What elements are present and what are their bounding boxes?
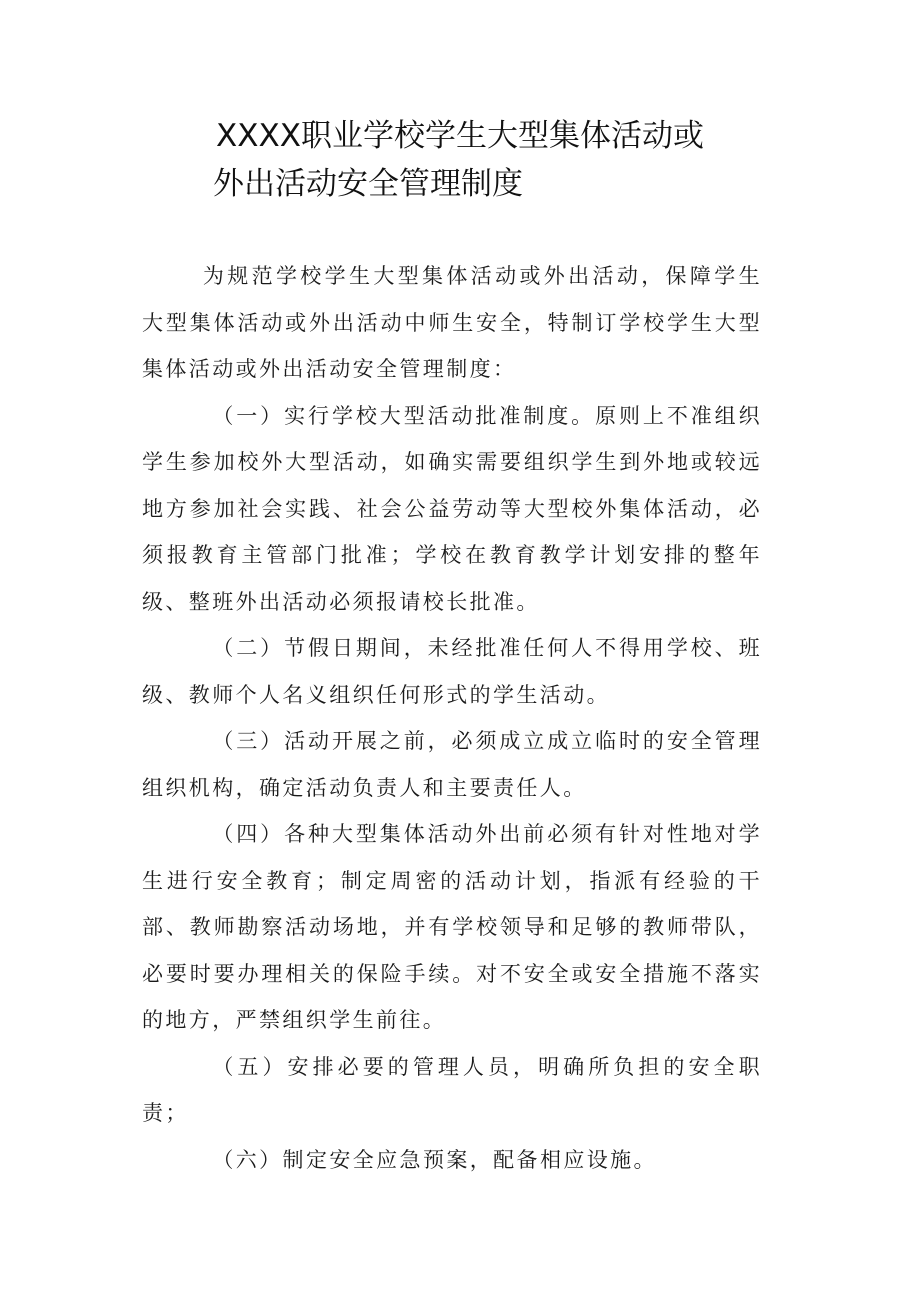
document-title-line-2: 外出活动安全管理制度 (213, 166, 523, 202)
intro-paragraph: 为规范学校学生大型集体活动或外出活动，保障学生大型集体活动或外出活动中师生安全，特制订学校学生大型集体活动或外出活动安全管理制度： (142, 264, 762, 381)
clause-6-paragraph: （六）制定安全应急预案，配备相应设施。 (212, 1147, 657, 1172)
clause-5-paragraph: （五）安排必要的管理人员，明确所负担的安全职责； (142, 1054, 762, 1125)
clause-3-paragraph: （三）活动开展之前，必须成立成立临时的安全管理组织机构，确定活动负责人和主要责任人。 (142, 729, 762, 800)
clause-2-paragraph: （二）节假日期间，未经批准任何人不得用学校、班级、教师个人名义组织任何形式的学生活动。 (142, 636, 762, 707)
clause-1-paragraph: （一）实行学校大型活动批准制度。原则上不准组织学生参加校外大型活动，如确实需要组织学生到外地或较远地方参加社会实践、社会公益劳动等大型校外集体活动，必须报教育主管部门批准；学校在教育教学计划安排的整年级、整班外出活动必须报请校长批准。 (142, 403, 762, 614)
document-title-line-1: XXXX职业学校学生大型集体活动或 (216, 118, 704, 154)
document-body (142, 253, 762, 1183)
clause-4-paragraph: （四）各种大型集体活动外出前必须有针对性地对学生进行安全教育；制定周密的活动计划，指派有经验的干部、教师勘察活动场地，并有学校领导和足够的教师带队，必要时要办理相关的保险手续。对不安全或安全措施不落实的地方，严禁组织学生前往。 (142, 822, 762, 1032)
